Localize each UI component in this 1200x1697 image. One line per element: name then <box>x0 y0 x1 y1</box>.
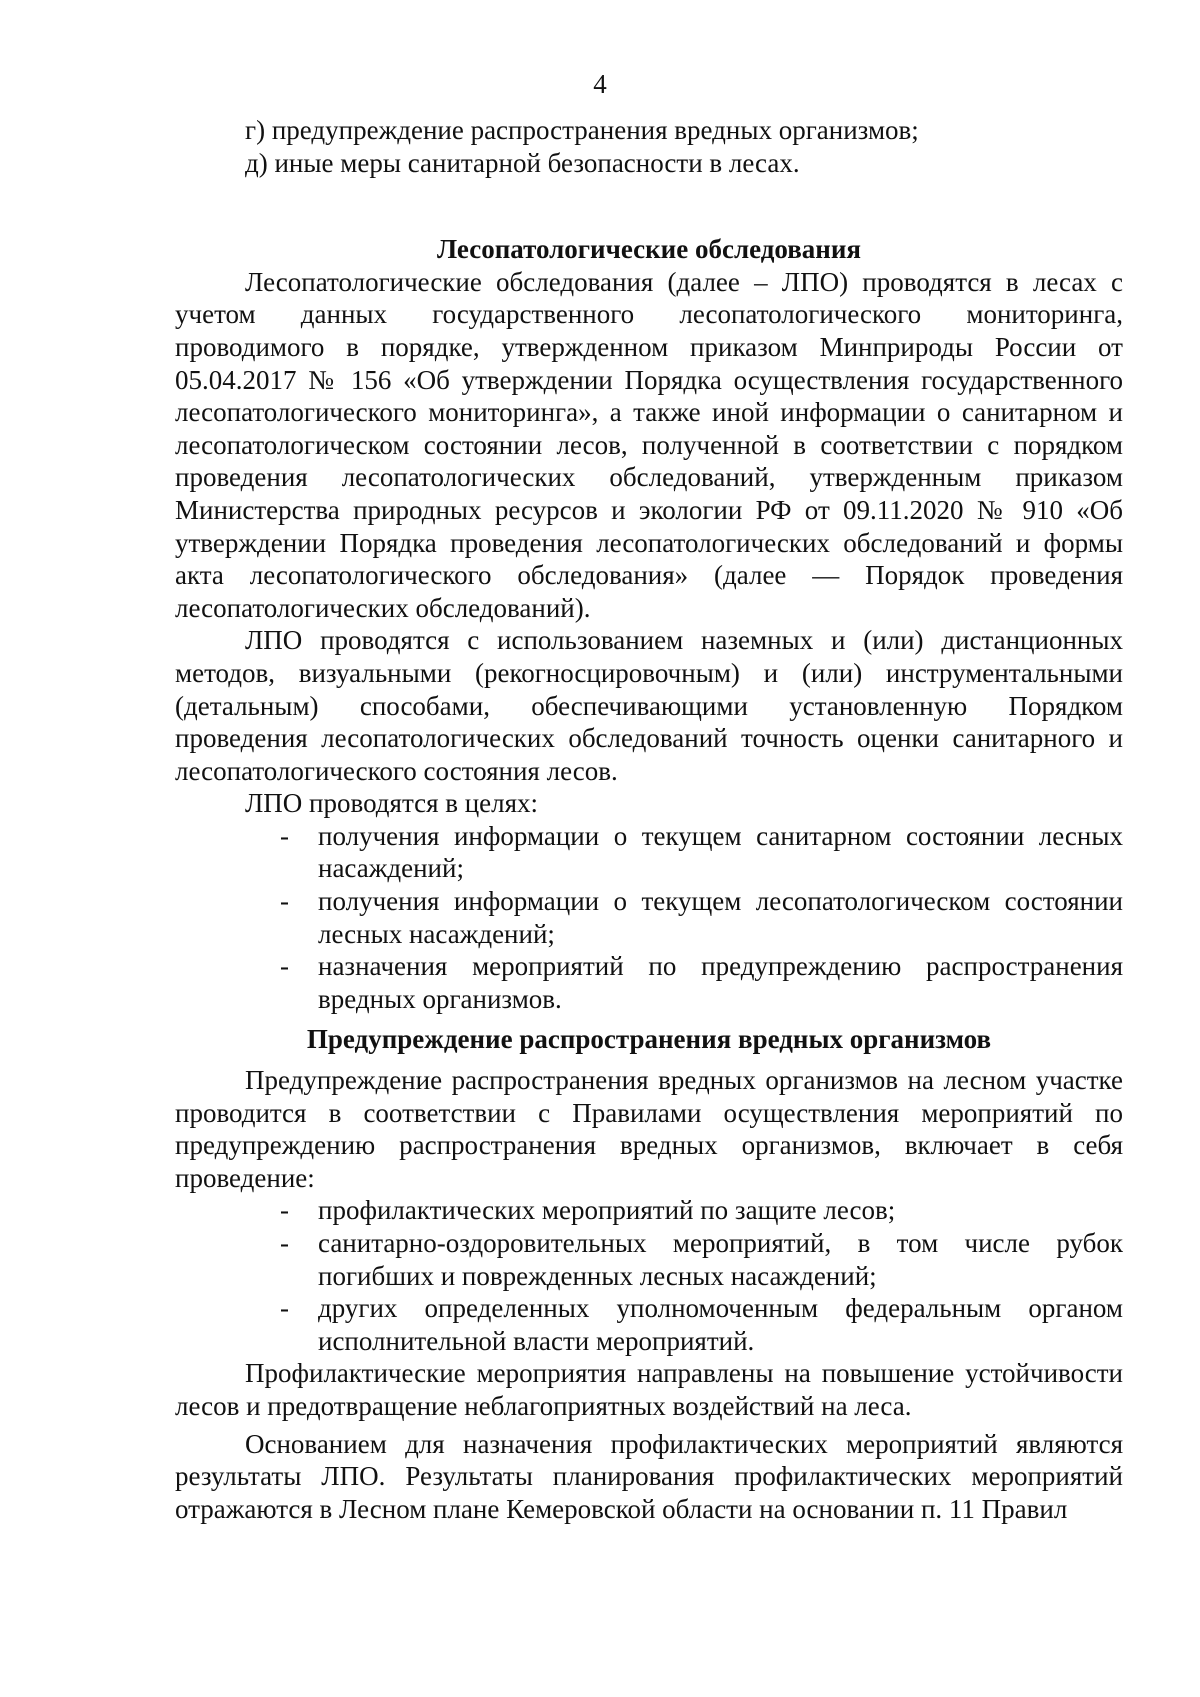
list-item: - санитарно-оздоровительных мероприятий, в том числе рубок погибших и поврежденных лесных насаждений; <box>318 1227 1123 1292</box>
paragraph-lpo-definition: Лесопатологические обследования (далее – ЛПО) проводятся в лесах с учетом данных государственного лесопатологического мониторинга, проводимого в порядке, утвержденном приказом Минприроды России от 05.04.2017 № 156 «Об утверждении Порядка осуществления государственного лесопатологического мониторинга», а также иной информации о санитарном и лесопатологическом состоянии лесов, полученной в соответствии с порядком проведения лесопатологических обследований, утвержденным приказом Министерства природных ресурсов и экологии РФ от 09.11.2020 № 910 «Об утверждении Порядка проведения лесопатологических обследований и формы акта лесопатологического обследования» (далее — Порядок проведения лесопатологических обследований). <box>175 266 1123 623</box>
section-heading-lpo: Лесопатологические обследования <box>436 234 862 265</box>
list-item: - получения информации о текущем лесопатологическом состоянии лесных насаждений; <box>318 885 1123 950</box>
paragraph-preventive-purpose: Профилактические мероприятия направлены на повышение устойчивости лесов и предотвращение неблагоприятных воздействий на леса. <box>175 1358 1123 1421</box>
section-heading-prevention: Предупреждение распространения вредных организмов <box>306 1024 992 1055</box>
prevention-measures-list <box>175 1194 1123 1357</box>
list-item: - назначения мероприятий по предупреждению распространения вредных организмов. <box>318 950 1123 1015</box>
page-number: 4 <box>593 69 607 99</box>
list-item: - получения информации о текущем санитарном состоянии лесных насаждений; <box>318 820 1123 885</box>
document-body <box>175 114 1123 1525</box>
paragraph-preventive-basis: Основанием для назначения профилактических мероприятий являются результаты ЛПО. Результаты планирования профилактических мероприятий отражаются в Лесном плане Кемеровской области на основании п. 11 Правил <box>175 1428 1123 1524</box>
list-item: - других определенных уполномоченным федеральным органом исполнительной власти мероприятий. <box>318 1292 1123 1357</box>
list-item: - профилактических мероприятий по защите лесов; <box>318 1194 1123 1227</box>
lpo-goals-list <box>175 820 1123 1016</box>
paragraph-lpo-methods: ЛПО проводятся с использованием наземных и (или) дистанционных методов, визуальными (рекогносцировочным) и (или) инструментальными (детальным) способами, обеспечивающими установленную Порядком проведения лесопатологических обследований точность оценки санитарного и лесопатологического состояния лесов. <box>175 625 1123 786</box>
intro-item-g: г) предупреждение распространения вредных организмов; <box>245 115 919 145</box>
intro-item-d: д) иные меры санитарной безопасности в лесах. <box>245 147 800 178</box>
paragraph-prevention-intro: Предупреждение распространения вредных организмов на лесном участке проводится в соответствии с Правилами осуществления мероприятий по предупреждению распространения вредных организмов, включает в себя проведение: <box>175 1065 1123 1193</box>
paragraph-lpo-goals-intro: ЛПО проводятся в целях: <box>245 788 539 819</box>
